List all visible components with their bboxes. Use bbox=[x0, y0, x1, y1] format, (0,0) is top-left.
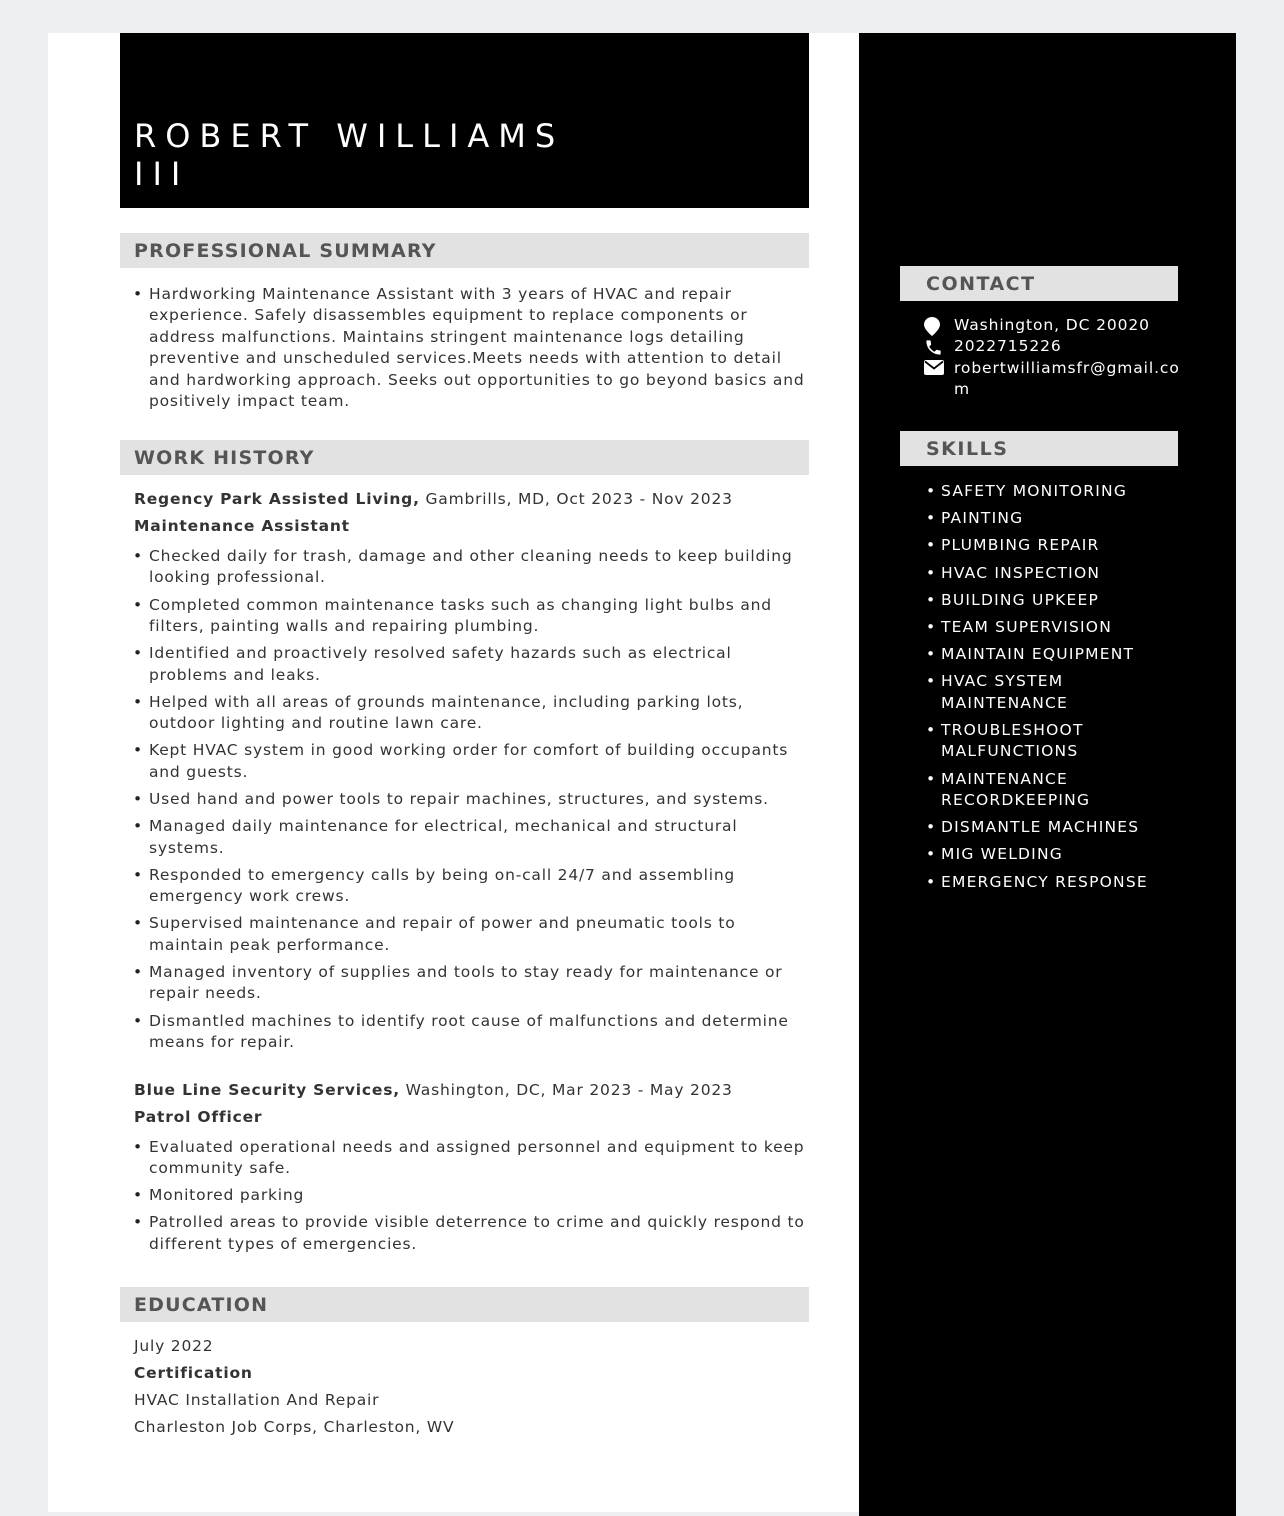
job-bullet: • Monitored parking bbox=[149, 1185, 809, 1206]
skill-item: • DISMANTLE MACHINES bbox=[941, 817, 1186, 838]
contact-address bbox=[924, 315, 1184, 336]
education-school: Charleston Job Corps, Charleston, WV bbox=[134, 1418, 455, 1436]
education-degree: Certification bbox=[134, 1364, 253, 1382]
job-bullet: • Completed common maintenance tasks such as changing light bulbs and filters, painting walls and repairing plumbing. bbox=[149, 595, 809, 638]
job-bullet: • Evaluated operational needs and assigned personnel and equipment to keep community safe. bbox=[149, 1137, 809, 1180]
name-line-1: ROBERT WILLIAMS bbox=[134, 117, 565, 155]
job-bullet: • Managed daily maintenance for electrical, mechanical and structural systems. bbox=[149, 816, 809, 859]
education-section bbox=[120, 1287, 809, 1444]
job-bullet: • Supervised maintenance and repair of power and pneumatic tools to maintain peak performance. bbox=[149, 913, 809, 956]
job-bullet: • Dismantled machines to identify root cause of malfunctions and determine means for repair. bbox=[149, 1011, 809, 1054]
map-pin-icon bbox=[924, 315, 954, 336]
name-header bbox=[120, 33, 809, 208]
job-header bbox=[120, 489, 809, 510]
job-entry bbox=[120, 1080, 809, 1256]
job-details: Washington, DC, Mar 2023 - May 2023 bbox=[399, 1080, 733, 1099]
summary-list bbox=[120, 284, 809, 412]
job-bullet: • Used hand and power tools to repair machines, structures, and systems. bbox=[149, 789, 809, 810]
job-bullet: • Patrolled areas to provide visible deterrence to crime and quickly respond to different types of emergencies. bbox=[149, 1212, 809, 1255]
education-date: July 2022 bbox=[134, 1337, 214, 1355]
job-bullet: • Identified and proactively resolved safety hazards such as electrical problems and leaks. bbox=[149, 643, 809, 686]
skill-item: • MAINTAIN EQUIPMENT bbox=[941, 644, 1186, 665]
skill-item: • TROUBLESHOOT MALFUNCTIONS bbox=[941, 720, 1186, 763]
contact-email bbox=[924, 358, 1184, 401]
skill-item: • MIG WELDING bbox=[941, 844, 1186, 865]
job-bullets bbox=[120, 1137, 809, 1256]
job-company: Blue Line Security Services, bbox=[134, 1080, 400, 1099]
phone-icon bbox=[924, 336, 954, 357]
summary-heading: PROFESSIONAL SUMMARY bbox=[120, 233, 809, 268]
education-heading: EDUCATION bbox=[120, 1287, 809, 1322]
job-bullet: • Kept HVAC system in good working order for comfort of building occupants and guests. bbox=[149, 740, 809, 783]
skill-item: • MAINTENANCE RECORDKEEPING bbox=[941, 769, 1186, 812]
skills-heading: SKILLS bbox=[900, 431, 1178, 466]
contact-phone bbox=[924, 336, 1184, 357]
skill-item: • HVAC INSPECTION bbox=[941, 563, 1186, 584]
contact-email-text[interactable]: robertwilliamsfr@gmail.com bbox=[954, 359, 1180, 399]
job-bullet: • Responded to emergency calls by being on-call 24/7 and assembling emergency work crews. bbox=[149, 865, 809, 908]
job-entry bbox=[120, 489, 809, 1054]
summary-section bbox=[120, 233, 809, 412]
contact-heading: CONTACT bbox=[900, 266, 1178, 301]
skill-item: • PAINTING bbox=[941, 508, 1186, 529]
envelope-icon bbox=[924, 358, 954, 401]
job-bullets bbox=[120, 546, 809, 1054]
summary-text: • Hardworking Maintenance Assistant with 3 years of HVAC and repair experience. Safely disassembles equipment to replace components or address malfunctions. Maintains stringent maintenance logs detailing preventive and unscheduled services.Meets needs with attention to detail and hardworking approach. Seeks out opportunities to go beyond basics and positively impact team. bbox=[149, 284, 809, 412]
job-title: Patrol Officer bbox=[134, 1107, 263, 1126]
job-bullet: • Helped with all areas of grounds maintenance, including parking lots, outdoor lighting and routine lawn care. bbox=[149, 692, 809, 735]
skill-item: • HVAC SYSTEM MAINTENANCE bbox=[941, 671, 1186, 714]
name-line-2: III bbox=[134, 155, 190, 193]
education-field: HVAC Installation And Repair bbox=[134, 1391, 380, 1409]
candidate-name bbox=[134, 117, 734, 193]
skill-item: • BUILDING UPKEEP bbox=[941, 590, 1186, 611]
contact-phone-text: 2022715226 bbox=[954, 337, 1062, 355]
skill-item: • PLUMBING REPAIR bbox=[941, 535, 1186, 556]
work-section bbox=[120, 440, 809, 1261]
skill-item: • EMERGENCY RESPONSE bbox=[941, 872, 1186, 893]
work-heading: WORK HISTORY bbox=[120, 440, 809, 475]
skills-list bbox=[941, 481, 1186, 899]
skill-item: • SAFETY MONITORING bbox=[941, 481, 1186, 502]
skill-item: • TEAM SUPERVISION bbox=[941, 617, 1186, 638]
job-title: Maintenance Assistant bbox=[134, 517, 350, 535]
contact-address-text: Washington, DC 20020 bbox=[954, 316, 1150, 334]
resume-page bbox=[48, 33, 1236, 1512]
job-bullet: • Checked daily for trash, damage and other cleaning needs to keep building looking professional. bbox=[149, 546, 809, 589]
job-details: Gambrills, MD, Oct 2023 - Nov 2023 bbox=[419, 490, 733, 508]
job-header bbox=[120, 1080, 809, 1101]
job-company: Regency Park Assisted Living, bbox=[134, 490, 420, 508]
job-bullet: • Managed inventory of supplies and tools to stay ready for maintenance or repair needs. bbox=[149, 962, 809, 1005]
